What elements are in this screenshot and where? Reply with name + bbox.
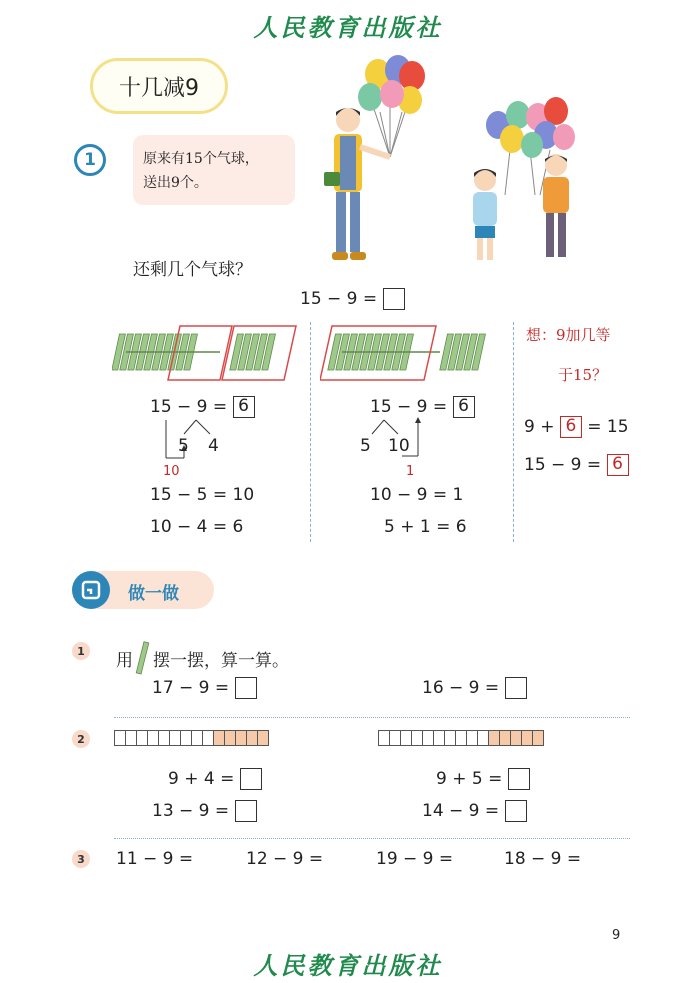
q1-instruction <box>116 640 289 676</box>
q2-eq-b1-answer-box[interactable] <box>508 768 530 790</box>
method3-eq1-answer-box: 6 <box>560 416 582 438</box>
practice-divider-2 <box>114 838 630 839</box>
method1-split-a: 5 <box>178 436 189 456</box>
method1-answer-box: 6 <box>233 396 255 418</box>
stick-icon <box>135 640 151 676</box>
method1-step2: 10 − 4 = 6 <box>150 517 244 537</box>
method1-step1: 15 − 5 = 10 <box>150 485 255 505</box>
method3-eq1-left: 9 + <box>524 417 555 437</box>
method2-note: 1 <box>406 464 415 479</box>
practice-icon <box>72 571 110 609</box>
practice-divider-1 <box>114 717 630 718</box>
q2-eq-a2-text: 13 − 9 = <box>152 801 230 821</box>
practice-banner-label: 做一做 <box>128 584 179 604</box>
q3-equation-3: 19 − 9 = <box>376 849 454 869</box>
method2-equation-left: 15 − 9 = <box>370 397 448 417</box>
girl-figure <box>473 169 497 260</box>
method1-note: 10 <box>163 464 180 479</box>
q2-cubes-b <box>378 730 543 746</box>
publisher-header: 人民教育出版社 <box>253 13 443 42</box>
method3-equation-2 <box>524 454 629 476</box>
q1-text-b: 摆一摆，算一算。 <box>153 650 289 671</box>
lesson-title <box>90 58 228 114</box>
method-divider-1 <box>310 322 311 542</box>
lesson-title-text: 十几减9 <box>119 75 199 101</box>
method2-answer-box: 6 <box>453 396 475 418</box>
q2-eq-a2-answer-box[interactable] <box>235 800 257 822</box>
q3-equation-2: 12 − 9 = <box>246 849 324 869</box>
answer-box <box>383 288 405 310</box>
q1-eq-b-text: 16 − 9 = <box>422 678 500 698</box>
q2-equation-a1 <box>168 768 262 790</box>
method3-think-line2: 于15？ <box>558 366 608 384</box>
q1-eq-a-answer-box[interactable] <box>235 677 257 699</box>
q2-equation-b1 <box>436 768 530 790</box>
method1-equation <box>150 396 255 418</box>
children-with-balloons-illustration <box>450 95 590 275</box>
sticks-method-2 <box>320 322 510 382</box>
q2-eq-b2-text: 14 − 9 = <box>422 801 500 821</box>
balloons-icon <box>358 55 425 157</box>
bubble-line-1: 原来有15个气球， <box>143 151 259 167</box>
page-number: 9 <box>612 928 621 943</box>
q3-equation-1: 11 − 9 = <box>116 849 194 869</box>
example-number: 1 <box>74 144 106 176</box>
q2-eq-b1-text: 9 + 5 = <box>436 769 503 789</box>
q1-number: 1 <box>72 642 90 660</box>
q1-eq-a-text: 17 − 9 = <box>152 678 230 698</box>
q2-eq-a1-answer-box[interactable] <box>240 768 262 790</box>
q1-equation-b <box>422 677 527 699</box>
method1-split-b: 4 <box>208 436 219 456</box>
sticks-method-1 <box>112 322 307 382</box>
method3-equation-1 <box>524 416 629 438</box>
main-equation-left: 15 − 9 = <box>300 289 378 309</box>
q3-number: 3 <box>72 850 90 868</box>
q3-equation-4: 18 − 9 = <box>504 849 582 869</box>
q2-equation-b2 <box>422 800 527 822</box>
method2-step1: 10 − 9 = 1 <box>370 485 464 505</box>
method3-eq2-left: 15 − 9 = <box>524 455 602 475</box>
method2-split-a: 5 <box>360 436 371 456</box>
method3-eq2-answer-box: 6 <box>607 454 629 476</box>
method-divider-2 <box>513 322 514 542</box>
main-equation <box>300 288 405 310</box>
method2-step2: 5 + 1 = 6 <box>384 517 467 537</box>
q2-equation-a2 <box>152 800 257 822</box>
method2-split-b: 10 <box>388 436 410 456</box>
method3-eq1-right: = 15 <box>587 417 629 437</box>
q1-eq-b-answer-box[interactable] <box>505 677 527 699</box>
question-text: 还剩几个气球？ <box>133 260 252 280</box>
publisher-footer: 人民教育出版社 <box>253 951 443 980</box>
q1-text-a: 用 <box>116 650 133 671</box>
method3-think-line1: 想：9加几等 <box>526 326 611 344</box>
q2-eq-b2-answer-box[interactable] <box>505 800 527 822</box>
adult-figure <box>324 108 390 260</box>
bubble-line-2: 送出9个。 <box>143 175 208 191</box>
method1-equation-left: 15 − 9 = <box>150 397 228 417</box>
adult-with-balloons-illustration <box>310 52 440 272</box>
q1-equation-a <box>152 677 257 699</box>
method2-equation <box>370 396 475 418</box>
speech-bubble <box>133 135 295 205</box>
q2-eq-a1-text: 9 + 4 = <box>168 769 235 789</box>
q2-number: 2 <box>72 730 90 748</box>
boy-figure <box>543 154 569 257</box>
q2-cubes-a <box>114 730 268 746</box>
